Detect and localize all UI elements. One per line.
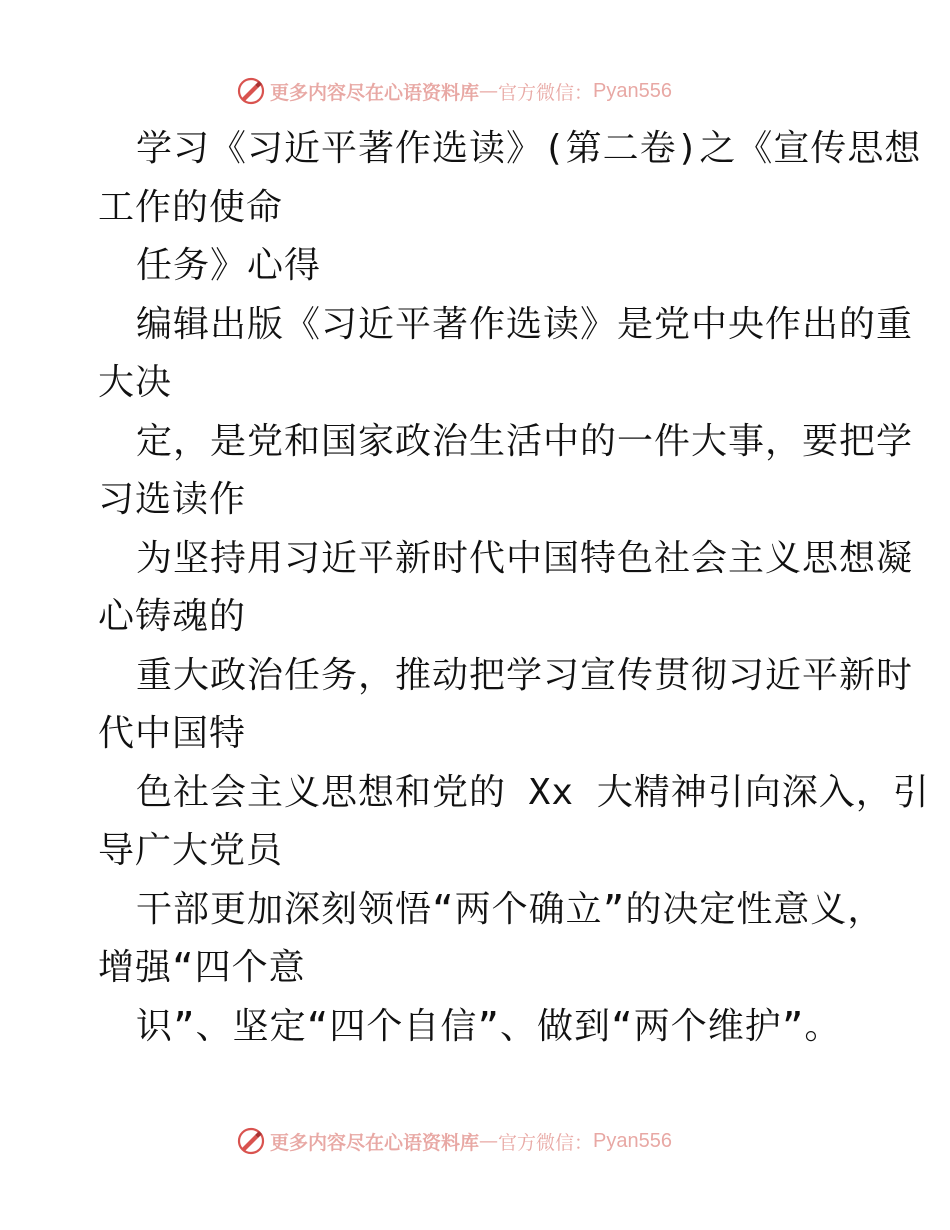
text-line: 增强“四个意 [98, 947, 306, 988]
watermark-wechat-id: Pyan556 [593, 1129, 672, 1152]
text-line: 习选读作 [98, 479, 247, 520]
text-line: 色社会主义思想和党的 Xx 大精神引向深入，引 [136, 771, 930, 813]
text-line: 干部更加深刻领悟“两个确立”的决定性意义， [136, 888, 885, 930]
watermark-text: 更多内容尽在心语资料库 [270, 81, 480, 104]
text-line: 任务》心得 [136, 245, 322, 286]
watermark-footer [236, 1126, 672, 1156]
watermark-dash: — [479, 1130, 499, 1152]
text-line: 重大政治任务，推动把学习宣传贯彻习近平新时 [136, 654, 914, 696]
watermark-dash: — [479, 80, 499, 102]
watermark-header [236, 76, 672, 106]
text-line: 心铸魂的 [98, 596, 247, 637]
pen-nib-logo-icon [236, 1126, 266, 1156]
text-line: 识”、坚定“四个自信”、做到“两个维护”。 [136, 1005, 842, 1047]
pen-nib-logo-icon [236, 76, 266, 106]
text-line: 为坚持用习近平新时代中国特色社会主义思想凝 [136, 537, 914, 579]
text-line: 学习《习近平著作选读》(第二卷)之《宣传思想 [136, 128, 922, 169]
watermark-wechat-label: 官方微信： [498, 81, 594, 104]
document-body [98, 120, 930, 1056]
text-line: 工作的使命 [98, 186, 284, 228]
text-line: 大决 [98, 362, 173, 403]
watermark-wechat-label: 官方微信： [498, 1131, 594, 1154]
text-line: 定，是党和国家政治生活中的一件大事，要把学 [136, 420, 914, 462]
text-line: 编辑出版《习近平著作选读》是党中央作出的重 [136, 303, 914, 345]
text-line: 代中国特 [98, 713, 247, 754]
text-line: 导广大党员 [98, 830, 284, 871]
watermark-text: 更多内容尽在心语资料库 [270, 1131, 480, 1154]
watermark-wechat-id: Pyan556 [593, 79, 672, 102]
